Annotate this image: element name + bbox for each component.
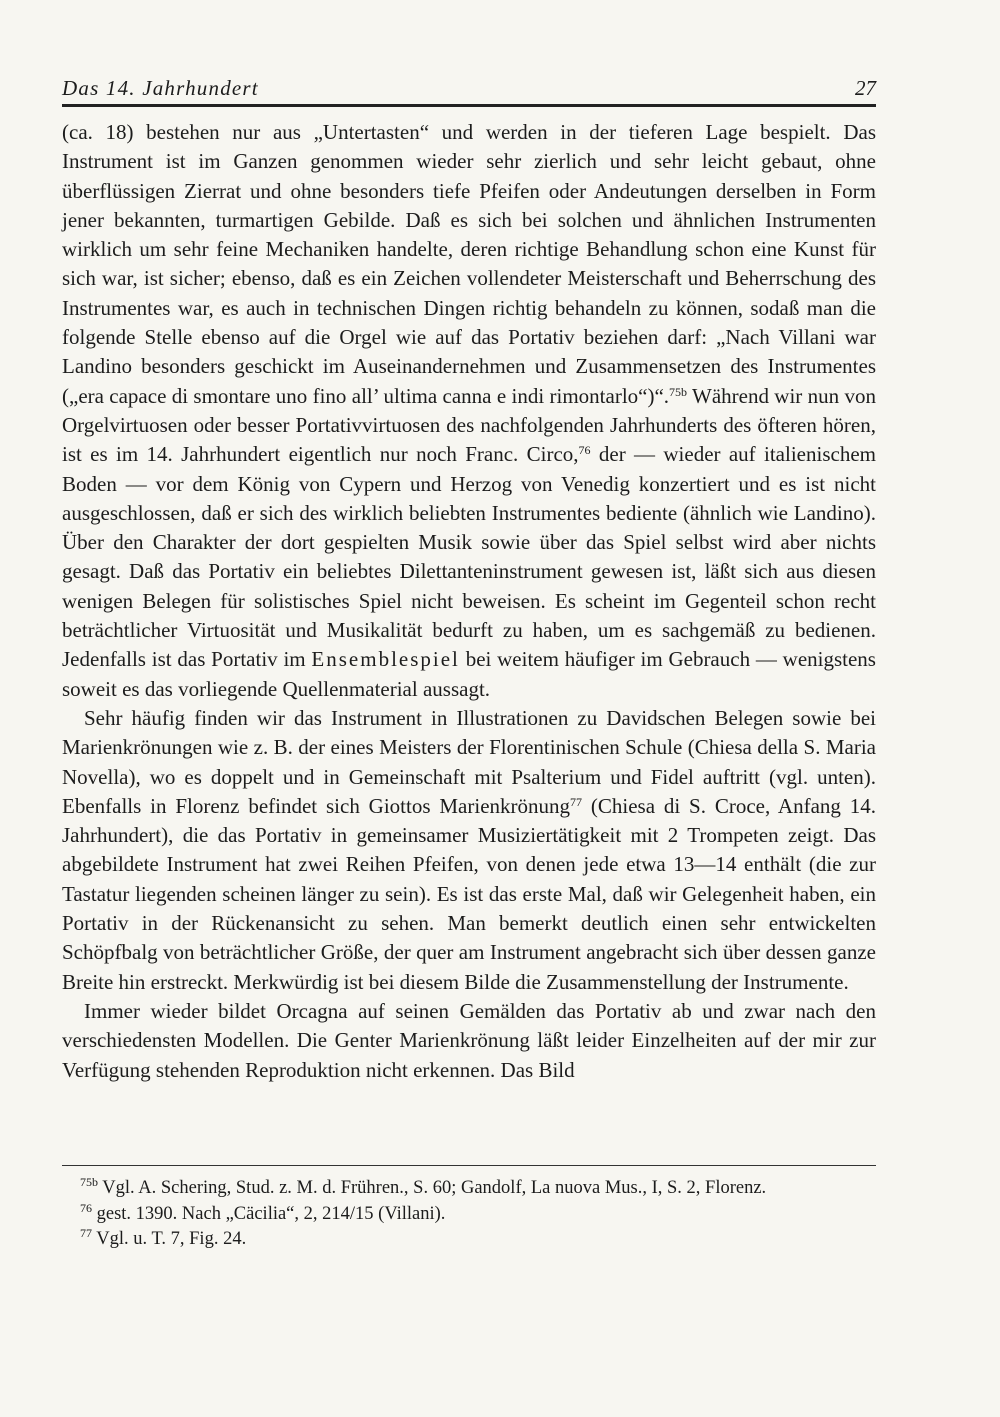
footnote — [62, 1227, 876, 1253]
footnote-mark: 77 — [80, 1226, 92, 1240]
footnote-text: Vgl. u. T. 7, Fig. 24. — [92, 1229, 247, 1249]
page-number: 27 — [855, 76, 876, 100]
footnote-text: Vgl. A. Schering, Stud. z. M. d. Frühren., S. 60; Gandolf, La nuova Mus., I, S. 2, Florenz. — [98, 1178, 767, 1198]
paragraph-text: (Chiesa di S. Croce, Anfang 14. Jahrhundert), die das Portativ in gemeinsamer Musiziertätigkeit mit 2 Trompeten zeigt. Das abgebildete Instrument hat zwei Reihen Pfeifen, von denen jede etwa 13—14 enthält (die zur Tastatur liegenden scheinen länger zu sein). Es ist das erste Mal, daß wir Gelegenheit haben, ein Portativ in der Rückenansicht zu sehen. Man bemerkt deutlich einen sehr entwickelten Schöpfbalg von beträchtlicher Größe, der quer am Instrument angebracht sich über dessen ganze Breite hin erstreckt. Merkwürdig ist bei diesem Bilde die Zusammenstellung der Instrumente. — [62, 793, 876, 994]
footnote-mark: 76 — [80, 1200, 92, 1215]
emphasized-text: Ensemblespiel — [311, 647, 460, 672]
paragraph — [62, 704, 876, 997]
footnote-text: gest. 1390. Nach „Cäcilia“, 2, 214/15 (Villani). — [92, 1203, 446, 1224]
footnotes — [62, 1176, 876, 1253]
footnote — [62, 1202, 876, 1228]
footnote-reference[interactable]: 75b — [669, 384, 688, 399]
paragraph-text: der — wieder auf italienischem Boden — vor dem König von Cypern und Herzog von Venedig konzertiert und es ist nicht ausgeschlossen, daß er sich des wirklich beliebten Instrumentes bediente (ähnlich wie Landino). Über den Charakter der dort gespielten Musik sowie über das Spiel selbst wird aber nichts gesagt. Daß das Portativ ein beliebtes Dilettanteninstrument gewesen ist, läßt sich aus diesen wenigen Belegen für solistisches Spiel nicht beweisen. Es scheint im Gegenteil schon recht beträchtlicher Virtuosität und Musikalität bedurft zu haben, um es sachgemäß zu bedienen. Jedenfalls ist das Portativ im — [62, 442, 876, 672]
paragraph-text: Sehr häufig finden wir das Instrument in Illustrationen zu Davidschen Belegen sowie bei Marienkrönungen wie z. B. der eines Meisters der Florentinischen Schule (Chiesa della S. Maria Novella), wo es doppelt und in Gemeinschaft mit Psalterium und Fidel auftritt (vgl. unten). Ebenfalls in Florenz befindet sich Giottos Marienkrönung — [62, 705, 876, 818]
paragraph-text: (ca. 18) bestehen nur aus „Untertasten“ und werden in der tieferen Lage bespielt. Das Instrument ist im Ganzen genommen wieder sehr zierlich und sehr leicht gebaut, ohne überflüssigen Zierrat und ohne besonders tiefe Pfeifen oder Andeutungen derselben in Form jener bekannten, turmartigen Gebilde. Daß es sich bei solchen und ähnlichen Instrumenten wirklich um sehr feine Mechaniken handelte, deren richtige Behandlung schon eine Kunst für sich war, ist sicher; ebenso, daß es ein Zeichen vollendeter Meisterschaft und Beherrschung des Instrumentes war, es auch in technischen Dingen richtig behandeln zu können, sodaß man die folgende Stelle ebenso auf die Orgel wie auf das Portativ beziehen darf: „Nach Villani war Landino besonders geschickt im Auseinandernehmen und Zusammensetzen des Instrumentes („era capace di smontare uno fino all’ ultima canna e indi rimontarlo“)“. — [62, 120, 876, 408]
body-text — [62, 118, 876, 1085]
footnote-rule — [62, 1165, 876, 1166]
paragraph — [62, 118, 876, 704]
chapter-title: Das 14. Jahrhundert — [62, 76, 259, 100]
paragraph-text: Während wir nun von Orgelvirtuosen oder besser Portativvirtuosen des nachfolgenden Jahrhunderts des öfteren hören, ist es im 14. Jahrhundert eigentlich nur noch Franc. Circo, — [62, 383, 876, 467]
header-rule — [62, 104, 876, 107]
running-header — [62, 76, 876, 104]
paragraph — [62, 997, 876, 1085]
paragraph-text: bei weitem häufiger im Gebrauch — wenigstens soweit es das vorliegende Quellenmaterial aussagt. — [62, 647, 876, 701]
footnote-reference[interactable]: 77 — [570, 794, 583, 809]
footnote — [62, 1176, 876, 1202]
paragraph-text: Immer wieder bildet Orcagna auf seinen Gemälden das Portativ ab und zwar nach den verschiedensten Modellen. Die Genter Marienkrönung läßt leider Einzelheiten auf der mir zur Verfügung stehenden Reproduktion nicht erkennen. Das Bild — [62, 998, 876, 1082]
footnote-mark: 75b — [80, 1175, 98, 1189]
footnote-reference[interactable]: 76 — [578, 443, 591, 458]
